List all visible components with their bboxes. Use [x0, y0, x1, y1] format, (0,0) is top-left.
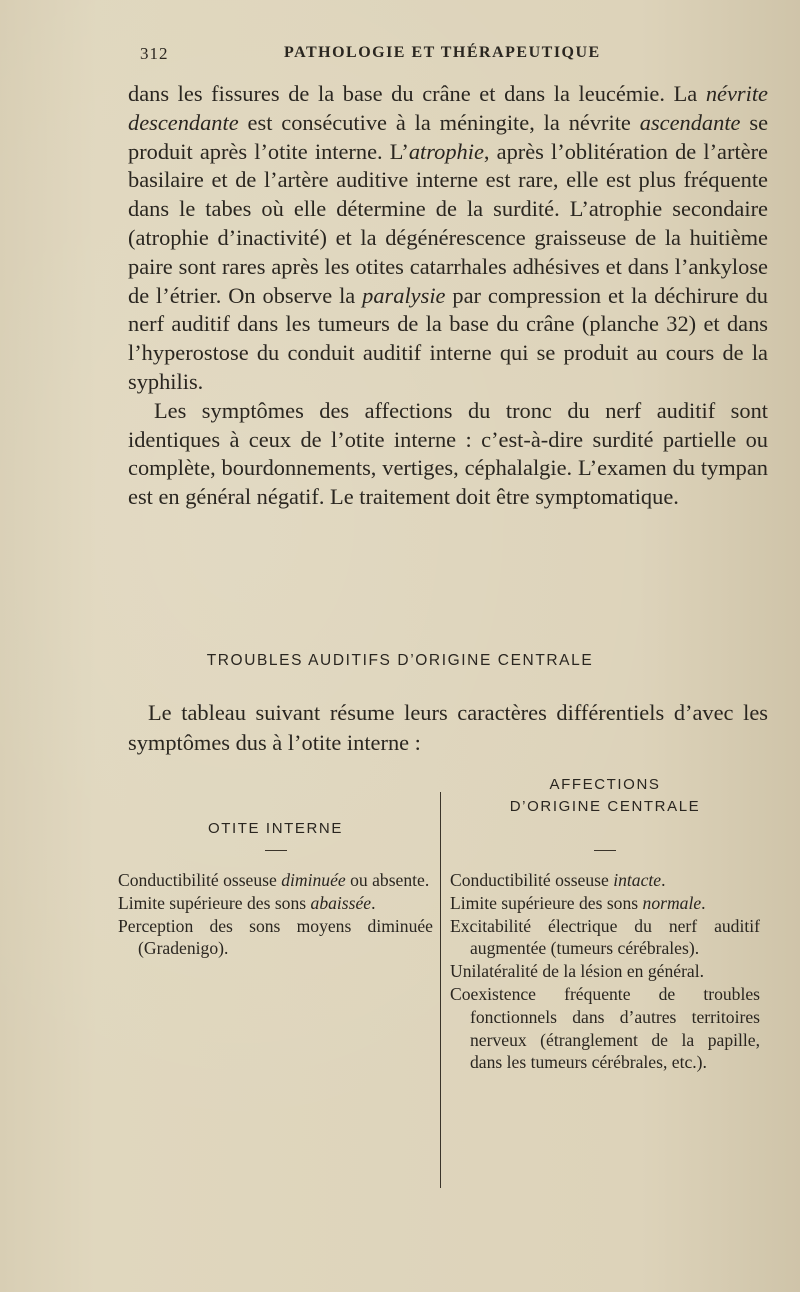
- column-header-text: OTITE INTERNE: [208, 820, 343, 837]
- intro-text: Le tableau suivant résume leurs caractères différentiels d’avec les symptômes dus à l’otite interne :: [128, 700, 768, 755]
- column-header: [450, 770, 760, 840]
- item-text: Coexistence fréquente de troubles fonctionnels dans d’autres territoires nerveux (étranglement de la papille, dans les tumeurs cérébrales, etc.).: [450, 983, 760, 1073]
- table-item: [118, 869, 433, 892]
- column-header: [118, 770, 433, 840]
- page-header: [140, 44, 660, 70]
- italic-term: paralysie: [362, 282, 446, 308]
- item-text: Perception des sons moyens diminuée (Gradenigo).: [118, 915, 433, 959]
- item-text: Limite supérieure des sons: [118, 892, 311, 913]
- page-number: 312: [140, 44, 169, 63]
- table-item: [450, 892, 760, 915]
- item-text: Excitabilité électrique du nerf auditif augmentée (tumeurs cérébrales).: [450, 915, 760, 959]
- italic-term: ascendante: [639, 109, 741, 135]
- paragraph-2: Les symptômes des affections du tronc du nerf auditif sont identiques à ceux de l’otite interne : c’est-à-dire surdité partielle ou complète, bourdonnements, vertiges, céphalalgie. L’examen du tympan est en général négatif. Le traitement doit être symptomatique.: [128, 397, 768, 510]
- italic-term: névrite descendante: [128, 81, 768, 135]
- table-item: [450, 915, 760, 961]
- left-items: [118, 869, 433, 960]
- item-text: Conductibilité osseuse: [450, 870, 614, 890]
- column-affections-centrales: [450, 770, 760, 1074]
- header-rule: [265, 850, 287, 851]
- item-emphasis: intacte: [613, 870, 662, 890]
- text-run: par compression et la déchirure du nerf auditif dans les tumeurs de la base du crâne (planche 32) et dans l’hyperostose du conduit auditif interne qui se produit au cours de la syphilis.: [128, 282, 768, 394]
- table-item: [450, 960, 760, 983]
- text-run: se produit après l’otite interne. L’: [128, 109, 769, 164]
- table-item: [118, 892, 433, 915]
- section-heading: TROUBLES AUDITIFS D’ORIGINE CENTRALE: [206, 652, 594, 669]
- item-text: .: [661, 870, 666, 890]
- item-text: .: [701, 892, 706, 913]
- text-run: , après l’oblitération de l’artère basilaire et de l’artère auditive interne est rare, elle est plus fréquente dans le tabes où elle détermine de la surdité. L’atrophie secondaire (atrophie d’inactivité) et la dégénérescence graisseuse de la huitième paire sont rares après les otites catarrhales adhésives et dans l’ankylose de l’étrier. On observe la: [128, 138, 768, 308]
- item-emphasis: normale: [642, 892, 702, 913]
- running-title: PATHOLOGIE ET THÉRAPEUTIQUE: [284, 44, 601, 61]
- item-emphasis: abaissée: [310, 892, 372, 913]
- body-text: [128, 80, 768, 512]
- item-text: Unilatéralité de la lésion en général.: [450, 961, 705, 982]
- table-item: [450, 869, 760, 892]
- table-item: [118, 915, 433, 961]
- comparison-table: [118, 770, 778, 1190]
- item-emphasis: diminuée: [281, 870, 346, 890]
- paragraph-1: [128, 80, 768, 397]
- item-text: .: [371, 892, 376, 913]
- italic-term: atrophie: [408, 138, 484, 164]
- column-header-line: AFFECTIONS: [549, 776, 661, 793]
- table-item: [450, 983, 760, 1074]
- header-rule: [594, 850, 616, 851]
- item-text: Conductibilité osseuse: [118, 870, 282, 890]
- text-run: dans les fissures de la base du crâne et dans la leucémie. La: [128, 81, 706, 106]
- item-text: Limite supérieure des sons: [450, 892, 643, 913]
- column-header-line: D’ORIGINE CENTRALE: [509, 798, 701, 815]
- text-run: est consécutive à la méningite, la névrite: [238, 109, 640, 135]
- column-otite-interne: [118, 770, 433, 960]
- column-divider: [440, 792, 441, 1188]
- right-items: [450, 869, 760, 1074]
- intro-paragraph: [128, 698, 768, 758]
- item-text: ou absente.: [345, 870, 430, 890]
